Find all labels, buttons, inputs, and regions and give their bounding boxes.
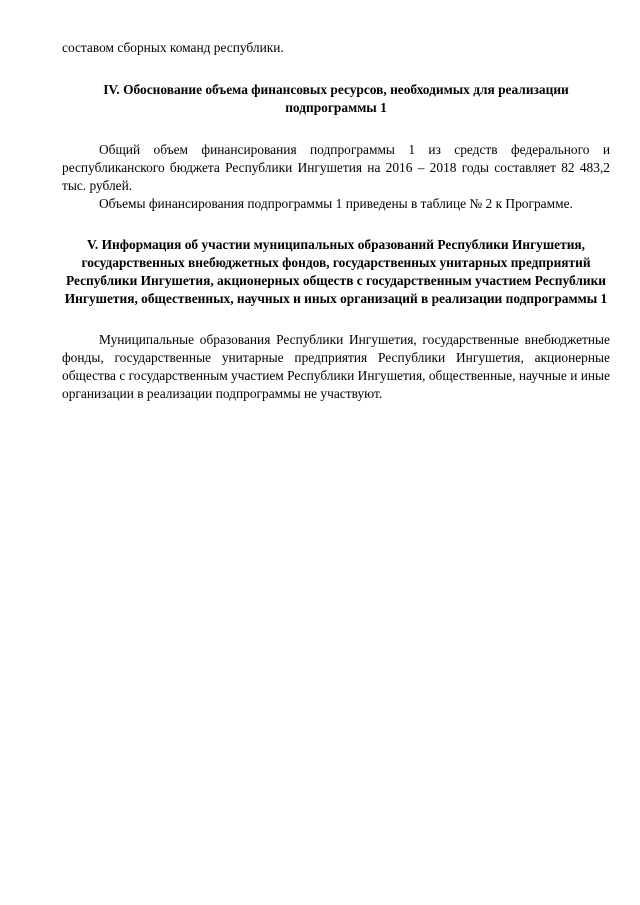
section-5-heading: V. Информация об участии муниципальных образований Республики Ингушетия, государственных внебюджетных фондов, государственных унитарных предприятий Республики Ингушетия, акционерных обществ с государственным участием Республики Ингушетия, общественных, научных и иных организаций в реализации подпрограммы 1 — [64, 237, 608, 306]
continuation-text: составом сборных команд республики. — [62, 40, 284, 55]
section-5-paragraph-1: Муниципальные образования Республики Ингушетия, государственные внебюджетные фонды, государственные унитарные предприятия Республики Ингушетия, акционерные общества с государственным участием Республики Ингушетия, общественные, научные и иные организации в реализации подпрограммы не участвуют. — [62, 332, 610, 401]
section-4-heading: IV. Обоснование объема финансовых ресурсов, необходимых для реализации подпрограммы 1 — [103, 82, 569, 115]
section-4-paragraph-1: Общий объем финансирования подпрограммы 1 из средств федерального и республиканского бюджета Республики Ингушетия на 2016 – 2018 годы составляет 82 483,2 тыс. рублей. — [62, 142, 610, 193]
section-4-paragraph-2: Объемы финансирования подпрограммы 1 приведены в таблице № 2 к Программе. — [99, 196, 573, 211]
document-page — [62, 39, 610, 403]
